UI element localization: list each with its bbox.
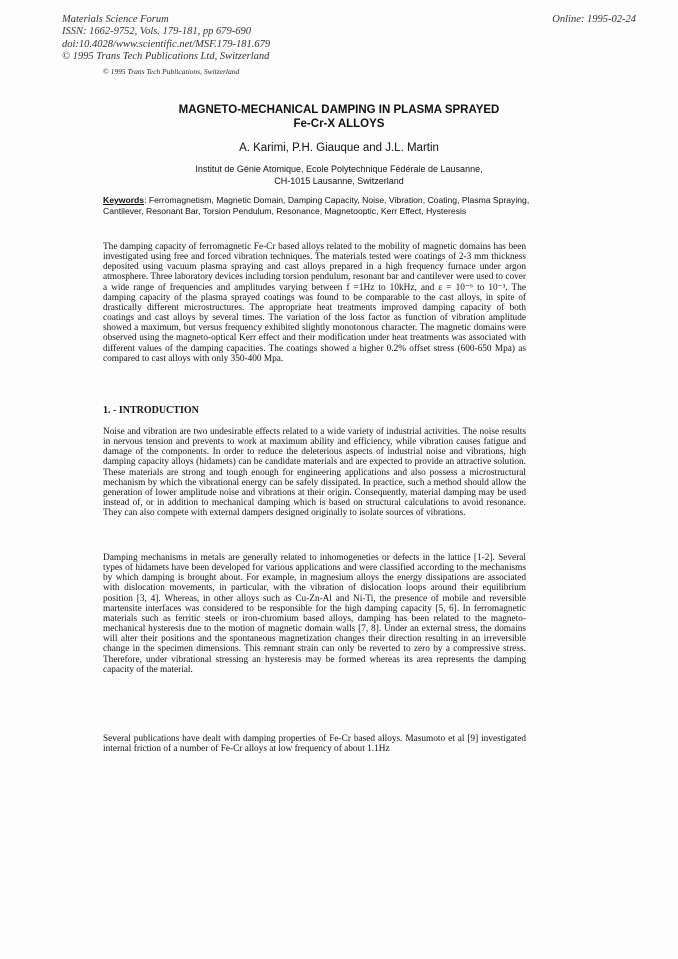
keywords-label: Keywords <box>103 195 145 205</box>
publication-metadata <box>62 14 270 64</box>
abstract: The damping capacity of ferromagnetic Fe-Cr based alloys related to the mobility of magnetic domains has been investigated using free and forced vibration techniques. The materials tested were coatings of 2-3 mm thickness deposited using vacuum plasma spraying and cast alloys prepared in a high frequency furnace under argon atmosphere. Three laboratory devices including torsion pendulum, resonant bar and cantilever were used to cover a wide range of frequencies and amplitudes varying between f =1Hz to 10kHz, and ε = 10⁻⁶ to 10⁻³. The damping capacity of the plasma sprayed coatings was found to be comparable to the cast alloys, in spite of drastically different microstructures. The appropriate heat treatments improved damping capacity of both coatings and cast alloys by several times. The variation of the loss factor as function of vibration amplitude showed a maximum, but versus frequency exhibited slightly monotonous character. The magnetic domains were observed using the magneto-optical Kerr effect and their modification under heat treatments was associated with different values of the damping capacities. The coatings showed a higher 0.2% offset stress (600-650 Mpa) as compared to cast alloys with only 350-400 Mpa. <box>103 242 526 364</box>
intro-paragraph-1: Noise and vibration are two undesirable effects related to a wide variety of industrial activities. The noise results in nervous tension and prevents to work at maximum ability and efficiency, while vibration causes fatigue and damage of the components. In order to reduce the deleterious aspects of industrial noise and vibrations, high damping capacity alloys (hidamets) can be candidate materials and are expected to provide an attractive solution. These materials are strong and tough enough for engineering applications and also possess a microstructural mechanism by which the vibrational energy can be safely dissipated. In practice, such a method should allow the generation of lower amplitude noise and vibrations at their origin. Consequently, material damping may be used instead of, or in addition to mechanical damping which is based on structural calculations to avoid resonance. They can also compete with external dampers designed originally to isolate sources of vibrations. <box>103 427 526 519</box>
copyright-line: © 1995 Trans Tech Publications Ltd, Switzerland <box>62 51 270 63</box>
keywords-text: : Ferromagnetism, Magnetic Domain, Damping Capacity, Noise, Vibration, Coating, Plasma Spraying, Cantilever, Resonant Bar, Torsion Pendulum, Resonance, Magnetooptic, Kerr Effect, Hysteresis <box>103 195 530 216</box>
intro-paragraph-2: Damping mechanisms in metals are generally related to inhomogeneties or defects in the lattice [1-2]. Several types of hidamets have been developed for various applications and were classified according to the mechanisms by which damping is brought about. For example, in magnesium alloys the energy dissipations are associated with dislocation movements, in particular, with the vibration of dislocation loops around their equilibrium position [3, 4]. Whereas, in other alloys such as Cu-Zn-Al and Ni-Ti, the presence of mobile and reversible martensite interfaces was considered to be responsible for the high damping capacity [5, 6]. In ferromagnetic materials such as ferritic steels or iron-chromium based alloys, damping has been related to the magneto-mechanical hysteresis due to the motion of magnetic domain walls [7, 8]. Under an external stress, the domains will alter their positions and the spontaneous magnetization changes their direction resulting in an irreversible change in the specimen dimensions. This remnant strain can only be reverted to zero by a compressive stress. Therefore, under vibrational stressing an hysteresis may be formed whereas its area represents the damping capacity of the material. <box>103 553 526 675</box>
section-heading: 1. - INTRODUCTION <box>103 405 199 416</box>
doi-line: doi:10.4028/www.scientific.net/MSF.179-181.679 <box>62 38 271 50</box>
scan-copyright: © 1995 Trans Tech Publications, Switzerland <box>103 67 240 76</box>
intro-paragraph-3: Several publications have dealt with damping properties of Fe-Cr based alloys. Masumoto et al [9] investigated internal friction of a number of Fe-Cr alloys at low frequency of about 1.1Hz <box>103 734 526 755</box>
journal-name: Materials Science Forum <box>62 14 169 25</box>
keywords <box>103 195 533 217</box>
affiliation-line1: Institut de Génie Atomique, Ecole Polytechnique Fédérale de Lausanne, <box>195 164 483 174</box>
issn-line: ISSN: 1662-9752, Vols. 179-181, pp 679-690 <box>62 26 251 38</box>
authors: A. Karimi, P.H. Giauque and J.L. Martin <box>239 142 439 154</box>
affiliation-line2: CH-1015 Lausanne, Switzerland <box>274 176 404 186</box>
paper-title-line2: Fe-Cr-X ALLOYS <box>293 118 385 130</box>
paper-title-line1: MAGNETO-MECHANICAL DAMPING IN PLASMA SPRAYED <box>178 104 500 116</box>
online-date: Online: 1995-02-24 <box>552 14 636 25</box>
affiliation <box>0 163 678 187</box>
